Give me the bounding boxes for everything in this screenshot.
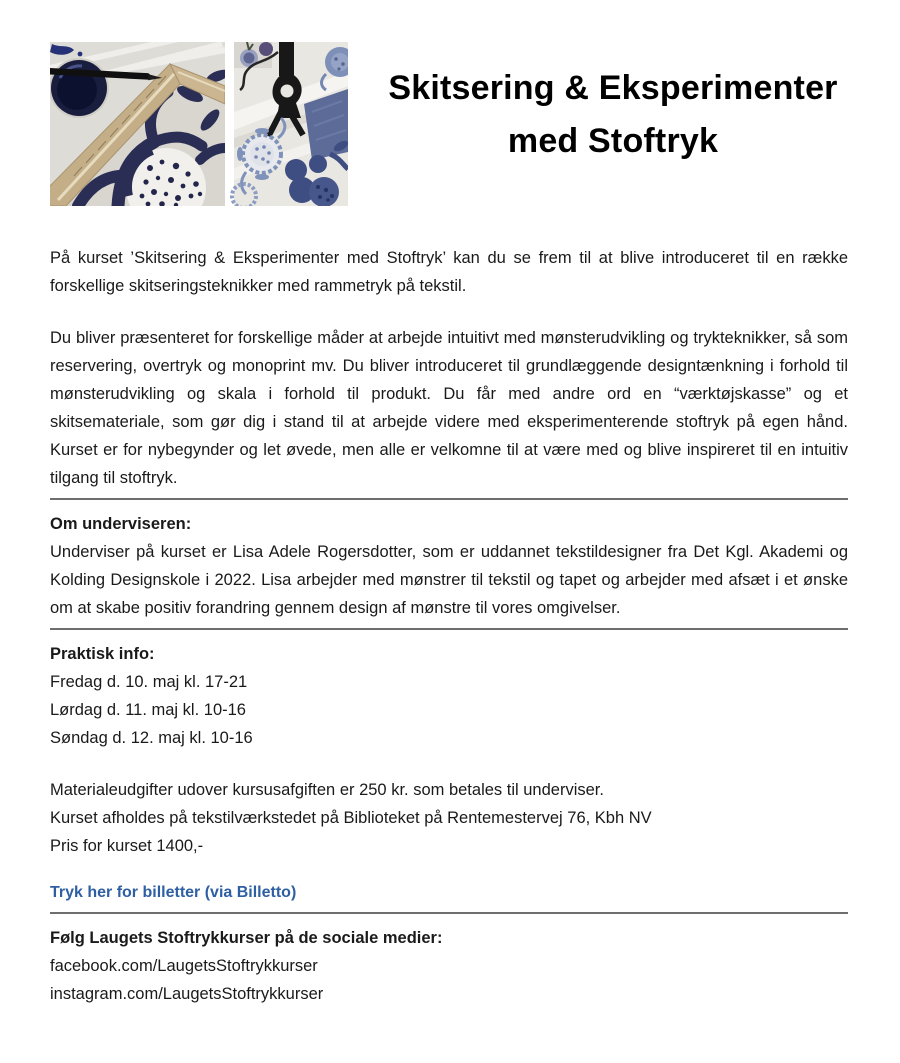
title-block (348, 42, 848, 168)
section-teacher (50, 510, 848, 622)
teacher-heading: Om underviseren: (50, 515, 192, 533)
header (50, 42, 848, 206)
detail-line: Kurset afholdes på tekstilværkstedet på Biblioteket på Rentemestervej 76, Kbh NV (50, 809, 652, 827)
section-social-media (50, 924, 848, 1008)
intro-paragraph-1: På kurset ’Skitsering & Eksperimenter med Stoftryk’ kan du se frem til at blive introduceret til en række forskellige skitseringsteknikker med rammetryk på tekstil. (50, 249, 848, 295)
schedule-line: Lørdag d. 11. maj kl. 10-16 (50, 701, 246, 719)
page-title (378, 62, 848, 168)
section-divider (50, 628, 848, 630)
page-title-line1: Skitsering & Eksperimenter (388, 69, 838, 107)
social-heading: Følg Laugets Stoftrykkurser på de sociale medier: (50, 929, 443, 947)
section-practical-info (50, 640, 848, 860)
detail-line: Pris for kurset 1400,- (50, 837, 204, 855)
instagram-url: instagram.com/LaugetsStoftrykkurser (50, 985, 324, 1003)
photo-left-screen-frame (50, 42, 231, 206)
teacher-paragraph: Underviser på kurset er Lisa Adele Rogersdotter, som er uddannet tekstildesigner fra Det Kgl. Akademi og Kolding Designskole i 2022. Lisa arbejder med mønstrer til tekstil og tapet og arbejder med afsæt i et ønske om at skabe positiv forandring gennem design af mønstre til vores omgivelser. (50, 543, 848, 617)
page-title-line2: med Stoftryk (507, 122, 719, 160)
course-photo (50, 42, 348, 206)
facebook-url: facebook.com/LaugetsStoftrykkurser (50, 957, 318, 975)
document-body (50, 244, 848, 1008)
schedule-line: Søndag d. 12. maj kl. 10-16 (50, 729, 253, 747)
intro-paragraph-2: Du bliver præsenteret for forskellige måder at arbejde intuitivt med mønsterudvikling og trykteknikker, så som reservering, overtryk og monoprint mv. Du bliver introduceret til grundlæggende designtænkning i forhold til mønsterudvikling og skala i forhold til produkt. Du får med andre ord en “værktøjskasse” og et skitsemateriale, som gør dig i stand til at arbejde videre med eksperimenterende stoftryk på egen hånd. Kurset er for nybegynder og let øvede, men alle er velkomne til at være med og blive inspireret til en intuitiv tilgang til stoftryk. (50, 329, 848, 487)
section-divider (50, 498, 848, 500)
schedule-line: Fredag d. 10. maj kl. 17-21 (50, 673, 248, 691)
practical-heading: Praktisk info: (50, 645, 155, 663)
detail-line: Materialeudgifter udover kursusafgiften er 250 kr. som betales til underviser. (50, 781, 604, 799)
photo-right-print-table (232, 42, 348, 206)
section-divider (50, 912, 848, 914)
tickets-link[interactable]: Tryk her for billetter (via Billetto) (50, 884, 297, 901)
